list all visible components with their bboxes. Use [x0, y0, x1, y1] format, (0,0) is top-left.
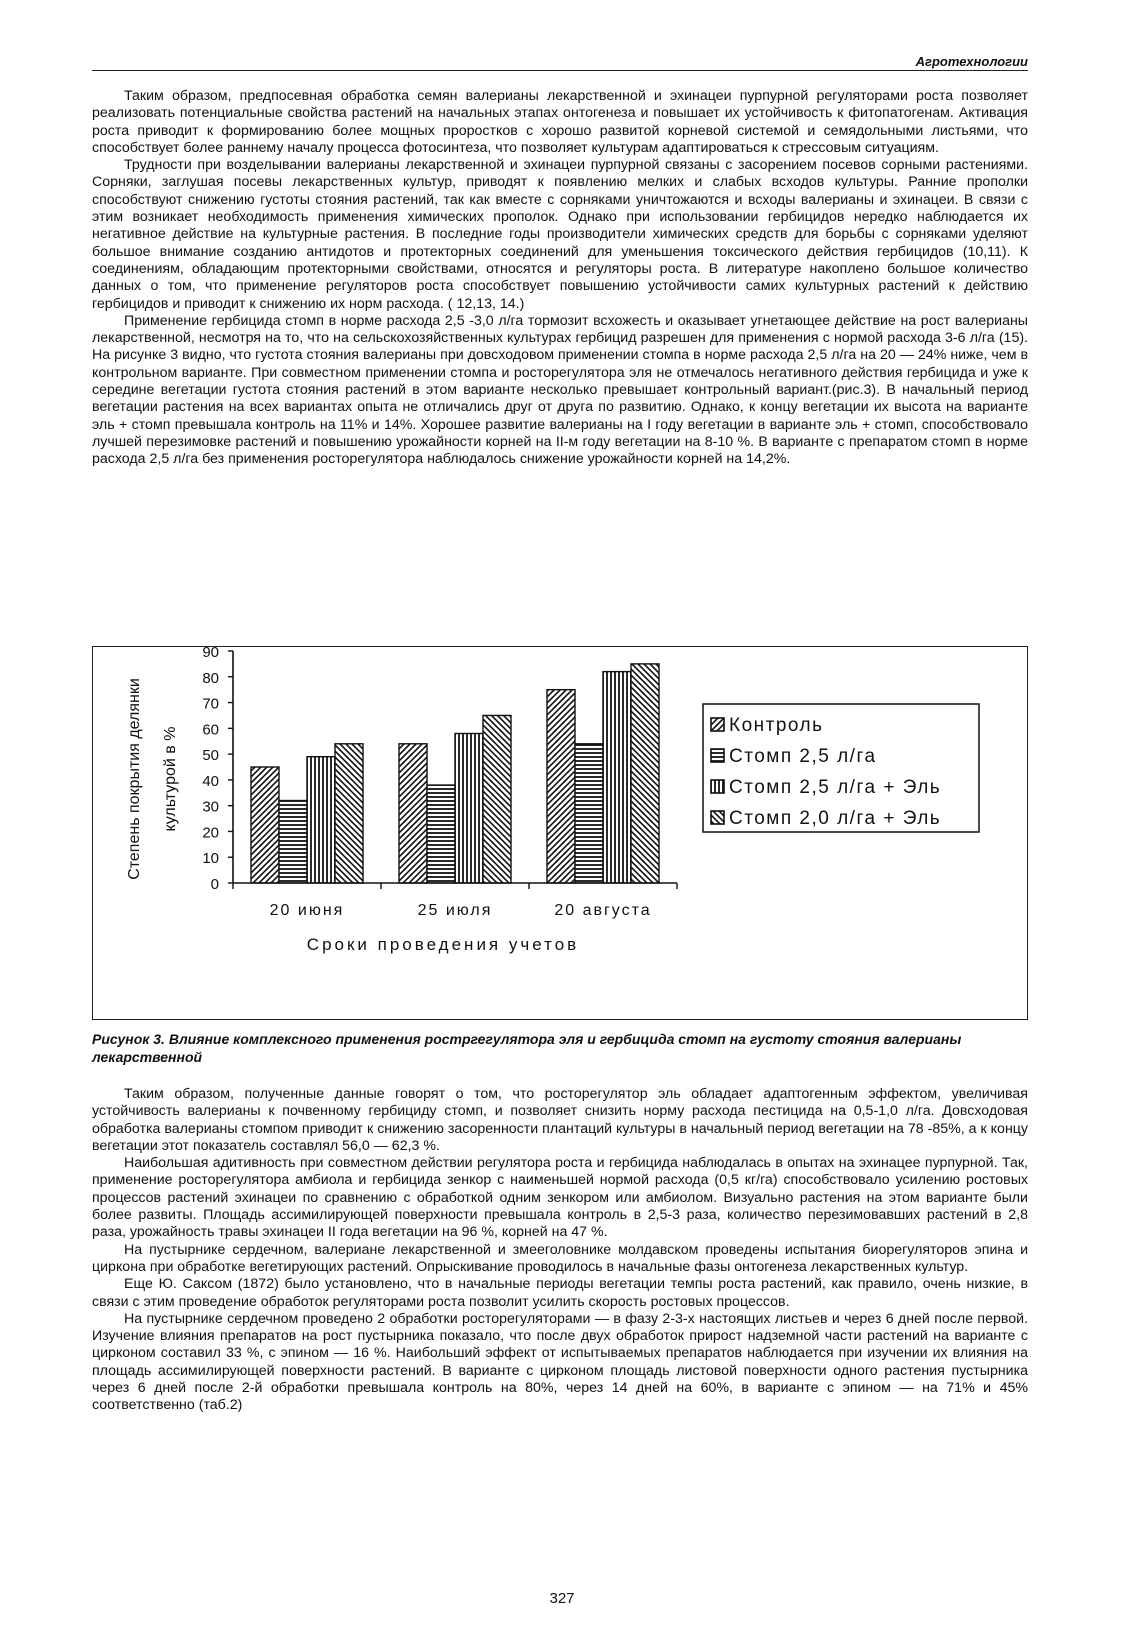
- bar-chart: [93, 647, 1029, 1021]
- legend-label: Стомп 2,5 л/га: [729, 746, 877, 767]
- bar: [251, 767, 279, 883]
- paragraph: На пустырнике сердечном, валериане лекарственной и змееголовнике молдавском проведены испытания биорегуляторов эпина и циркона при обработке вегетирующих растений. Опрыскивание проводилось в начальные фазы онтогенеза лекарственных культур.: [92, 1241, 1028, 1275]
- bar: [279, 801, 307, 883]
- bar: [547, 690, 575, 883]
- paragraph: Таким образом, предпосевная обработка семян валерианы лекарственной и эхинацеи пурпурной регуляторами роста позволяет реализовать потенциальные свойства растений на начальных этапах онтогенеза и повышает их устойчивость к фитопатогенам. Активация роста приводит к формированию более мощных проростков с хорошо развитой корневой системой и семядольными листьями, что способствует более раннему началу процесса фотосинтеза, что позволяет культурам адаптироваться к стрессовым ситуациям.: [92, 88, 1028, 156]
- legend-label: Контроль: [729, 715, 824, 736]
- figure-caption: Рисунок 3. Влияние комплексного применения ростргегулятора эля и гербицида стомп на густоту стояния валерианы лекарственной: [92, 1031, 962, 1065]
- bar: [455, 733, 483, 883]
- y-tick-label: 50: [202, 747, 219, 765]
- paragraph: Еще Ю. Саксом (1872) было установлено, что в начальные периоды вегетации темпы роста растений, как правило, очень низкие, в связи с этим проведение обработок регуляторами роста позволит усилить скорость ростовых процессов.: [92, 1276, 1028, 1310]
- legend-label: Стомп 2,0 л/га + Эль: [729, 808, 942, 829]
- legend-swatch: [711, 749, 724, 762]
- x-tick-label: 20 августа: [554, 902, 652, 919]
- legend-swatch: [711, 811, 724, 824]
- y-tick-label: 30: [202, 798, 219, 816]
- figure-3: [92, 646, 1028, 1020]
- paragraph: На пустырнике сердечном проведено 2 обработки росторегуляторами — в фазу 2-3-х настоящих листьев и через 6 дней после первой. Изучение влияния препаратов на рост пустырника показало, что после двух обработок прирост надземной части растений на варианте с цирконом составил 33 %, с эпином — 16 %. Наибольший эффект от испытываемых препаратов наблюдается при изучении их влияния на площадь ассимилирующей поверхности растений. В варианте с цирконом площадь листовой поверхности одного растения пустырника через 6 дней после 2-й обработки превышала контроль на 80%, через 14 дней на 60%, в варианте с эпином — на 71% и 45% соответственно (таб.2): [92, 1310, 1028, 1414]
- body-text-bottom: [92, 1086, 1028, 1415]
- paragraph: Наибольшая адитивность при совместном действии регулятора роста и гербицида наблюдалась в опытах на эхинацее пурпурной. Так, применение росторегулятора амбиола и гербицида зенкор с наименьшей нормой расхода (0,5 кг/га) способствовало усилению ростовых процессов растений эхинацеи по сравнению с обработкой одним зенкором или амбиолом. Визуально растения на этом варианте были более развиты. Площадь ассимилирующей поверхности превышала контроль в 2,5-3 раза, количество перезимовавших растений в 2,8 раза, урожайность травы эхинацеи II года вегетации на 96 %, корней на 47 %.: [92, 1155, 1028, 1241]
- y-tick-label: 20: [202, 824, 219, 842]
- y-axis: [202, 647, 233, 893]
- body-text-top: [92, 88, 1028, 469]
- legend-label: Стомп 2,5 л/га + Эль: [729, 777, 942, 798]
- paragraph: Применение гербицида стомп в норме расхода 2,5 -3,0 л/га тормозит всхожесть и оказывает угнетающее действие на рост валерианы лекарственной, несмотря на то, что на сельскохозяйственных культурах гербицид разрешен для применения с нормой расхода 3-6 л/га (15). На рисунке 3 видно, что густота стояния валерианы при довсходовом применении стомпа в норме расхода 2,5 л/га на 20 — 24% ниже, чем в контрольном варианте. При совместном применении стомпа и росторегулятора эля не отмечалось негативного действия гербицида и уже к середине вегетации густота стояния растений в этом варианте несколько превышает контрольный вариант.(рис.3). В начальный период вегетации растения на всех вариантах опыта не отличались друг от друга по развитию. Однако, к концу вегетации их высота на варианте эль + стомп превышала контроль на 11% и 14%. Хорошее развитие валерианы на I году вегетации в варианте эль + стомп, способствовало лучшей перезимовке растений и повышению урожайности корней на II-м году вегетации на 8-10 %. В варианте с препаратом стомп в норме расхода 2,5 л/га без применения росторегулятора наблюдалось снижение урожайности корней на 14,2%.: [92, 312, 1028, 468]
- legend: [703, 704, 979, 832]
- y-tick-label: 70: [202, 695, 219, 713]
- x-tick-label: 20 июня: [269, 902, 345, 919]
- x-axis: [233, 883, 677, 919]
- y-tick-label: 10: [202, 850, 219, 868]
- y-tick-label: 90: [202, 647, 219, 661]
- header-rule: [92, 70, 1028, 71]
- paragraph: Трудности при возделывании валерианы лекарственной и эхинацеи пурпурной связаны с засорением посевов сорными растениями. Сорняки, заглушая посевы лекарственных культур, приводят к появлению мелких и слабых всходов культуры. Ранние прополки способствуют снижению густоты стояния растений, так как вместе с сорняками уничтожаются и всходы валерианы и эхинацеи. В связи с этим возникает необходимость применения химических прополок. Однако при использовании гербицидов нередко наблюдается их негативное действие на культурные растения. В последние годы производители химических средств для борьбы с сорняками уделяют большое внимание созданию антидотов и протекторных соединений для уменьшения токсического действия гербицидов (10,11). К соединениям, обладающим протекторными свойствами, относятся и регуляторы роста. В литературе накоплено большое количество данных о том, что применение регуляторов роста способствует повышению устойчивости самих культурных растений к действию гербицидов и приводит к снижению их норм расхода. ( 12,13, 14.): [92, 157, 1028, 312]
- bar: [399, 744, 427, 883]
- legend-swatch: [711, 718, 724, 731]
- y-tick-label: 0: [210, 876, 219, 893]
- bar: [631, 664, 659, 883]
- bar: [307, 757, 335, 883]
- legend-swatch: [711, 780, 724, 793]
- bar: [427, 785, 455, 883]
- page-number: 327: [549, 1590, 575, 1607]
- paragraph: Таким образом, полученные данные говорят о том, что росторегулятор эль обладает адаптогенным эффектом, увеличивая устойчивость валерианы к почвенному гербициду стомп, и позволяет снизить норму расхода пестицида на 0,5-1,0 л/га. Довсходовая обработка валерианы стомпом приводит к снижению засоренности плантаций культуры в начальный период вегетации на 78 -85%, а к концу вегетации этот показатель составлял 56,0 — 62,3 %.: [92, 1086, 1028, 1154]
- y-tick-label: 40: [202, 772, 219, 790]
- bar: [575, 744, 603, 883]
- y-tick-label: 60: [202, 721, 219, 739]
- x-tick-label: 25 июля: [417, 902, 493, 919]
- bar: [335, 744, 363, 883]
- y-axis-title-line2: культурой в %: [162, 726, 179, 832]
- y-tick-label: 80: [202, 669, 219, 687]
- y-axis-title-line1: Степень покрытия делянки: [126, 678, 143, 880]
- bar: [603, 672, 631, 883]
- bars: [251, 664, 659, 883]
- running-head: Агротехнологии: [915, 54, 1028, 69]
- x-axis-title: Сроки проведения учетов: [306, 935, 580, 954]
- bar: [483, 715, 511, 883]
